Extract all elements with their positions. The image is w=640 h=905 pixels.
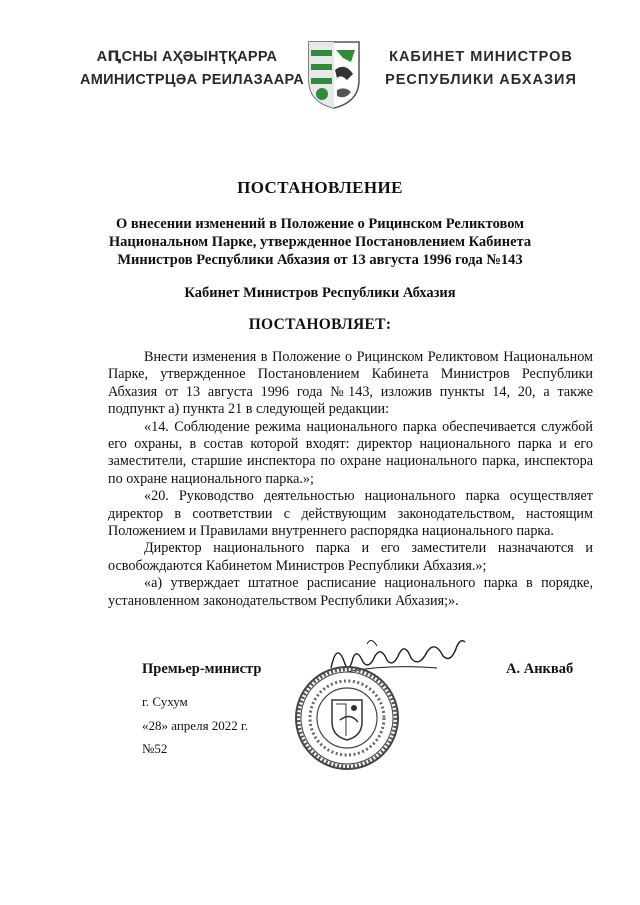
signatory-name: А. Анкваб — [506, 661, 574, 677]
header-abkhaz-line-2: АМИНИСТРЦӘА РЕИЛАЗААРА — [80, 72, 305, 88]
paragraph-4: Директор национального парка и его заместители назначаются и освобождаются Кабинетом Министров Республики Абхазия.»; — [108, 540, 593, 574]
issue-date: «28» апреля 2022 г. — [142, 718, 249, 733]
state-emblem-icon — [307, 40, 361, 110]
document-body — [108, 349, 593, 610]
issuer-line: Кабинет Министров Республики Абхазия — [184, 285, 456, 301]
paragraph-1: Внести изменения в Положение о Рицинском Реликтовом Национальном Парке, утвержденное Постановлением Кабинета Министров Республики Абхазия от 13 августа 1996 года №143, изложив пункты 14, 20, а также подпункт а) пункта 21 в следующей редакции: — [108, 349, 593, 418]
resolves-heading: ПОСТАНОВЛЯЕТ: — [248, 316, 392, 333]
document-number: №52 — [142, 741, 168, 756]
signatory-role: Премьер-министр — [142, 661, 262, 677]
header-abkhaz-line-1: АԤСНЫ АҲӘЫНҬҚАРРА — [96, 49, 278, 65]
subject-line-3: Министров Республики Абхазия от 13 августа 1996 года №143 — [117, 252, 523, 268]
paragraph-2: «14. Соблюдение режима национального парка обеспечивается службой его охраны, в состав которой входят: директор национального парка и его заместители, старшие инспектора по охране национального парка, инспектора по охране национального парка.»; — [108, 418, 593, 487]
header-russian-line-1: КАБИНЕТ МИНИСТРОВ — [389, 49, 573, 65]
paragraph-3: «20. Руководство деятельностью национального парка осуществляет директор в соответствии с действующим законодательством, настоящим Положением и Правилами внутреннего распорядка национального парка. — [108, 488, 593, 540]
document-title: ПОСТАНОВЛЕНИЕ — [237, 178, 403, 197]
subject-line-2: Национальном Парке, утвержденное Постановлением Кабинета — [108, 234, 532, 250]
place-of-issue: г. Сухум — [142, 694, 188, 709]
subject-line-1: О внесении изменений в Положение о Рицинском Реликтовом — [115, 216, 525, 232]
paragraph-5: «а) утверждает штатное расписание национального парка в порядке, установленном законодательством Республики Абхазия;». — [108, 575, 593, 609]
document-subject — [0, 215, 640, 269]
official-seal-icon — [282, 664, 412, 772]
header-russian — [378, 46, 584, 92]
header-abkhaz — [80, 46, 305, 92]
header-russian-line-2: РЕСПУБЛИКИ АБХАЗИЯ — [385, 72, 577, 88]
